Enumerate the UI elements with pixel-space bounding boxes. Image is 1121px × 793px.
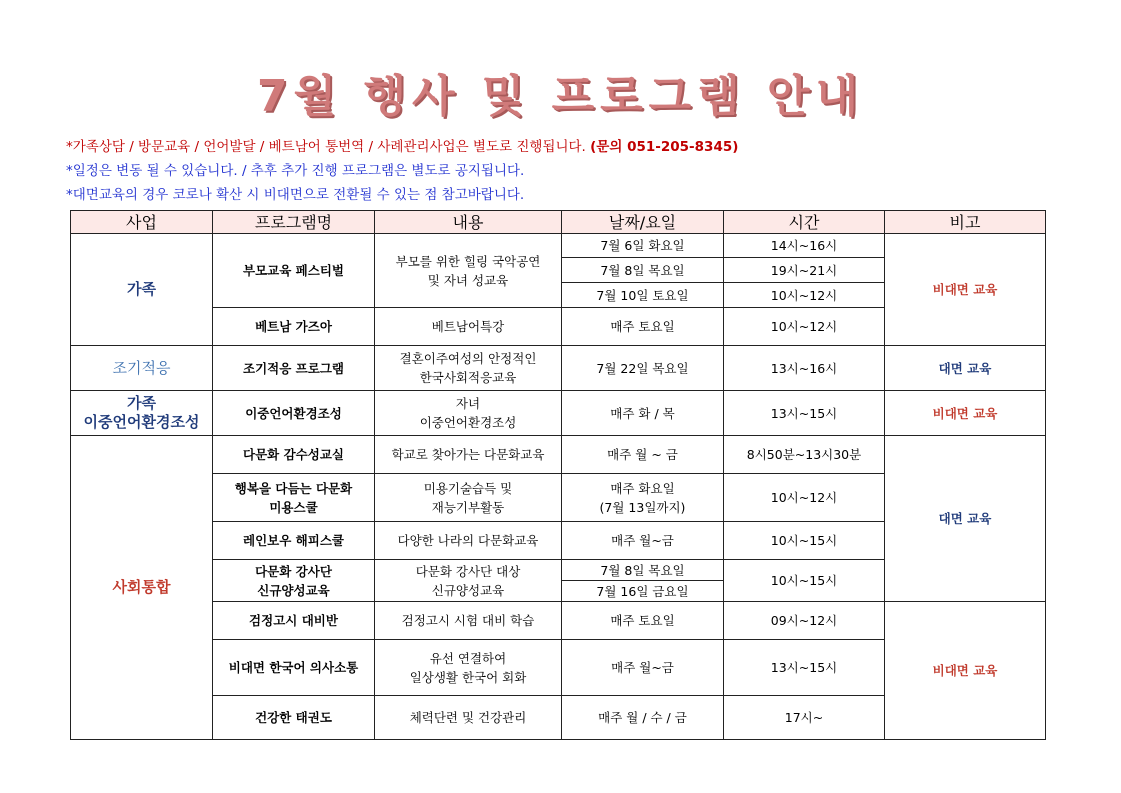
header-date: 날짜/요일 [562, 211, 724, 234]
program-time: 10시~12시 [724, 283, 885, 308]
program-name-line: 다문화 강사단 [255, 563, 332, 579]
content-line: 미용기술습득 및 [423, 480, 513, 496]
program-name [213, 474, 375, 522]
program-content [375, 234, 562, 308]
program-name: 비대면 한국어 의사소통 [213, 640, 375, 696]
content-line: 재능기부활동 [431, 499, 505, 515]
remark-social-a: 대면 교육 [885, 436, 1046, 602]
program-name [213, 560, 375, 602]
program-date: 매주 월~금 [562, 640, 724, 696]
program-name: 부모교육 페스티벌 [213, 234, 375, 308]
table-row [71, 436, 1046, 474]
content-line: 한국사회적응교육 [419, 370, 517, 385]
program-time: 13시~15시 [724, 640, 885, 696]
contact-info: (문의 051-205-8345) [590, 139, 739, 155]
notice-line-3: *대면교육의 경우 코로나 확산 시 비대면으로 전환될 수 있는 점 참고바랍니다. [66, 187, 525, 203]
category-social: 사회통합 [71, 436, 213, 740]
remark-family: 비대면 교육 [885, 234, 1046, 346]
page-title: 7월 행사 및 프로그램 안내 [257, 71, 864, 122]
table-row [71, 234, 1046, 258]
program-name: 조기적응 프로그램 [213, 346, 375, 391]
program-time: 10시~15시 [724, 522, 885, 560]
program-time: 10시~12시 [724, 308, 885, 346]
program-date: 매주 월 ~ 금 [562, 436, 724, 474]
content-line: 부모를 위한 힐링 국악공연 [395, 253, 541, 269]
program-date: 매주 월~금 [562, 522, 724, 560]
category-early: 조기적응 [71, 346, 213, 391]
program-time: 10시~15시 [724, 560, 885, 602]
notice-line-2: *일정은 변동 될 수 있습니다. / 추후 추가 진행 프로그램은 별도로 공지됩니다. [66, 163, 525, 179]
program-date: 매주 토요일 [562, 602, 724, 640]
program-name: 베트남 가즈아 [213, 308, 375, 346]
date-line: (7월 13일까지) [599, 499, 686, 515]
date-line: 매주 화요일 [610, 480, 675, 496]
header-category: 사업 [71, 211, 213, 234]
category-bilingual [71, 391, 213, 436]
program-date: 7월 6일 화요일 [562, 234, 724, 258]
program-content [375, 560, 562, 602]
notice-block [66, 135, 738, 207]
content-line: 유선 연결하여 [429, 650, 507, 666]
program-content: 학교로 찾아가는 다문화교육 [375, 436, 562, 474]
program-time: 10시~12시 [724, 474, 885, 522]
program-content: 검정고시 시험 대비 학습 [375, 602, 562, 640]
table-row [71, 391, 1046, 436]
category-line: 가족 [127, 394, 156, 412]
program-name-line: 신규양성교육 [257, 582, 330, 598]
program-name: 이중언어환경조성 [213, 391, 375, 436]
remark-social-b: 비대면 교육 [885, 602, 1046, 740]
program-time: 13시~16시 [724, 346, 885, 391]
program-date: 매주 월 / 수 / 금 [562, 696, 724, 740]
program-content [375, 474, 562, 522]
notice-line-1-text: *가족상담 / 방문교육 / 언어발달 / 베트남어 통번역 / 사례관리사업은 별도로 진행됩니다. [66, 139, 586, 155]
program-date [562, 474, 724, 522]
header-program: 프로그램명 [213, 211, 375, 234]
program-content: 다양한 나라의 다문화교육 [375, 522, 562, 560]
program-date: 매주 토요일 [562, 308, 724, 346]
program-time: 14시~16시 [724, 234, 885, 258]
program-content [375, 640, 562, 696]
program-time: 8시50분~13시30분 [724, 436, 885, 474]
program-date: 7월 8일 목요일 [562, 560, 724, 581]
content-line: 다문화 강사단 대상 [415, 563, 521, 579]
content-line: 자녀 [455, 396, 481, 411]
program-date: 7월 22일 목요일 [562, 346, 724, 391]
header-content: 내용 [375, 211, 562, 234]
schedule-table [70, 210, 1046, 740]
table-row [71, 346, 1046, 391]
content-line: 이중언어환경조성 [419, 415, 517, 430]
program-date: 7월 10일 토요일 [562, 283, 724, 308]
program-name: 건강한 태권도 [213, 696, 375, 740]
program-name-line: 행복을 다듬는 다문화 [234, 480, 353, 496]
remark-early: 대면 교육 [885, 346, 1046, 391]
content-line: 결혼이주여성의 안정적인 [399, 351, 537, 366]
header-time: 시간 [724, 211, 885, 234]
program-name: 레인보우 해피스쿨 [213, 522, 375, 560]
content-line: 및 자녀 성교육 [427, 272, 509, 288]
content-line: 신규양성교육 [431, 582, 505, 598]
program-time: 13시~15시 [724, 391, 885, 436]
content-line: 일상생활 한국어 회화 [409, 669, 527, 685]
program-time: 19시~21시 [724, 258, 885, 283]
table-row [71, 602, 1046, 640]
program-name: 다문화 감수성교실 [213, 436, 375, 474]
program-content: 베트남어특강 [375, 308, 562, 346]
header-note: 비고 [885, 211, 1046, 234]
program-time: 17시~ [724, 696, 885, 740]
program-content [375, 391, 562, 436]
category-line: 이중언어환경조성 [83, 413, 200, 431]
program-date: 7월 8일 목요일 [562, 258, 724, 283]
program-content [375, 346, 562, 391]
table-header-row [71, 211, 1046, 234]
program-name: 검정고시 대비반 [213, 602, 375, 640]
program-name-line: 미용스쿨 [269, 499, 318, 515]
remark-bilingual: 비대면 교육 [885, 391, 1046, 436]
program-date: 7월 16일 금요일 [562, 581, 724, 602]
notice-line-1 [66, 135, 738, 159]
program-content: 체력단련 및 건강관리 [375, 696, 562, 740]
program-date: 매주 화 / 목 [562, 391, 724, 436]
program-time: 09시~12시 [724, 602, 885, 640]
category-family: 가족 [71, 234, 213, 346]
